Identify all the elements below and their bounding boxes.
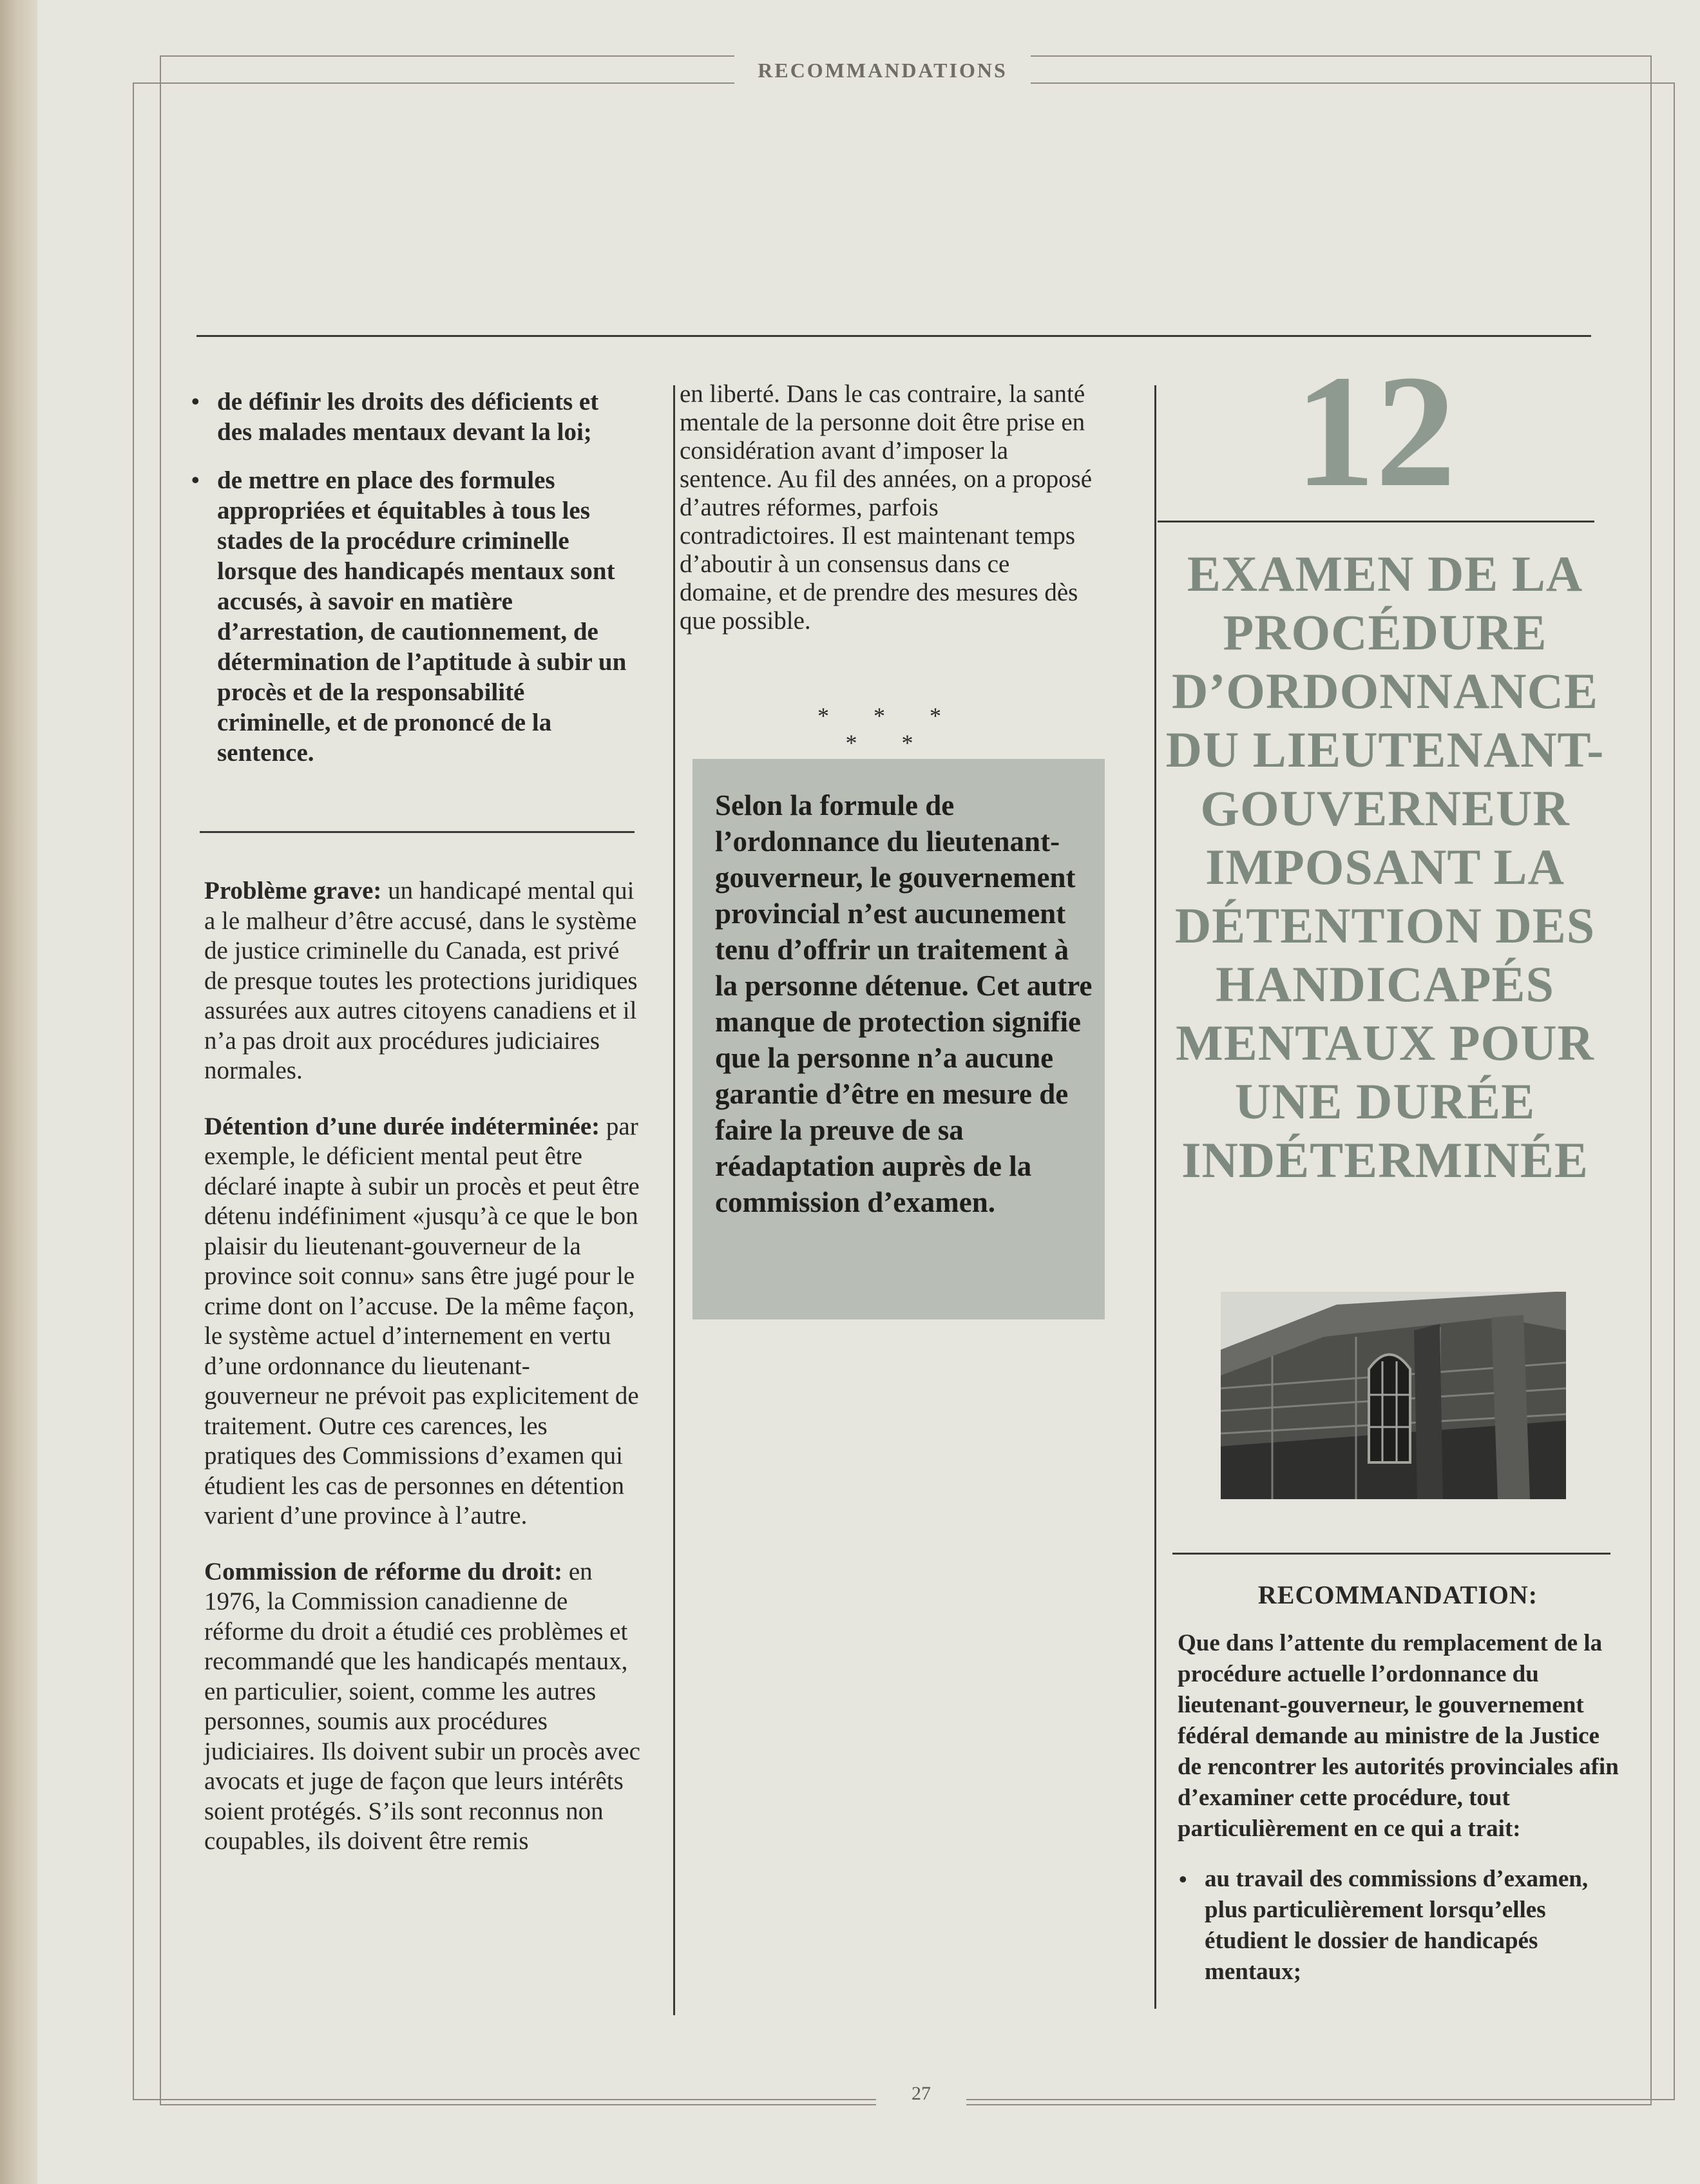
chapter-rule <box>1158 521 1594 522</box>
recommendation-text: Que dans l’attente du remplacement de la procédure actuelle l’ordonnance du lieutenant-gouverneur, le gouvernement fédéral demande au ministre de la Justice de rencontrer les autorités provinciales afin d’examiner cette procédure, tout particulièrement en ce qui a trait: <box>1178 1630 1619 1842</box>
bullet-list <box>190 387 631 768</box>
callout-text: Selon la formule de l’ordonnance du lieutenant-gouverneur, le gouvernement provincial n’est aucunement tenu d’offrir un traitement à la personne détenue. Cet autre manque de protection signifie que la personne n’a aucune garantie d’être en mesure de faire la preuve de sa réadaptation auprès de la commission d’examen. <box>715 789 1093 1218</box>
paragraph-text: un handicapé mental qui a le malheur d’être accusé, dans le système de justice criminelle du Canada, est privé de presque toutes les protections juridiques assurées aux autres citoyens canadiens et il n’a pas droit aux procédures judiciaires normales. <box>204 877 638 1084</box>
paragraph-lead: Problème grave: <box>204 877 382 905</box>
section-header: RECOMMANDATIONS <box>734 54 1031 86</box>
column-divider-left <box>673 385 675 2015</box>
building-photo <box>1221 1292 1566 1499</box>
bullet-item: • de définir les droits des déficients et des malades mentaux devant la loi; <box>190 387 631 447</box>
recommendation-bullet-item: • au travail des commissions d’examen, plus particulièrement lorsqu’elles étudient le dossier de handicapés mentaux; <box>1178 1864 1622 1988</box>
chapter-number: 12 <box>1295 342 1456 521</box>
paragraph-lead: Détention d’une durée indéterminée: <box>204 1112 600 1140</box>
recommendation-rule <box>1172 1553 1610 1555</box>
paragraph-probleme <box>204 876 642 1086</box>
page-number: 27 <box>876 2078 966 2109</box>
recommendation-body <box>1178 1628 1622 2006</box>
section-separator: * * * * * <box>817 703 960 756</box>
continuation-paragraph: en liberté. Dans le cas contraire, la santé mentale de la personne doit être prise en considération avant d’imposer la sentence. Au fil des années, on a proposé d’autres réformes, parfois contradictoires. Il est maintenant temps d’aboutir à un consensus dans ce domaine, et de prendre des mesures dès que possible. <box>680 380 1093 635</box>
paragraph-detention <box>204 1112 642 1531</box>
book-binding-edge <box>0 0 37 2184</box>
left-column <box>190 387 631 786</box>
middle-column-text <box>680 380 1098 661</box>
paragraph-text: en 1976, la Commission canadienne de réforme du droit a étudié ces problèmes et recommandé que les handicapés mentaux, en particulier, soient, comme les autres personnes, soumis aux procédures judiciaires. Ils doivent subir un procès avec avocats et juge de façon que leurs intérêts soient protégés. S’ils sont reconnus non coupables, ils doivent être remis <box>204 1557 640 1855</box>
chapter-title: EXAMEN DE LA PROCÉDURE D’ORDONNANCE DU LIEUTENANT-GOUVERNEUR IMPOSANT LA DÉTENTION DES HANDICAPÉS MENTAUX POUR UNE DURÉE INDÉTERMINÉE <box>1165 546 1605 1188</box>
paragraph-commission <box>204 1557 642 1857</box>
paragraph-lead: Commission de réforme du droit: <box>204 1557 563 1585</box>
paragraph-text: par exemple, le déficient mental peut être déclaré inapte à subir un procès et peut être détenu indéfiniment «jusqu’à ce que le bon plaisir du lieutenant-gouverneur de la province soit connu» sans être jugé pour le crime dont on l’accuse. De la même façon, le système actuel d’internement en vertu d’une ordonnance du lieutenant-gouverneur ne prévoit pas explicitement de traitement. Outre ces carences, les pratiques des Commissions d’examen qui étudient les cas de personnes en détention varient d’une province à l’autre. <box>204 1112 640 1529</box>
left-column-paragraphs <box>204 876 642 1882</box>
recommendation-bullets <box>1178 1864 1622 1988</box>
bullet-item: • de mettre en place des formules appropriées et équitables à tous les stades de la procédure criminelle lorsque des handicapés mentaux sont accusés, à savoir en matière d’arrestation, de cautionnement, de détermination de l’aptitude à subir un procès et de la responsabilité criminelle, et de prononcé de la sentence. <box>190 465 631 768</box>
top-content-rule <box>196 335 1591 337</box>
recommendation-heading: RECOMMANDATION: <box>1257 1580 1538 1609</box>
left-column-rule <box>200 831 635 833</box>
